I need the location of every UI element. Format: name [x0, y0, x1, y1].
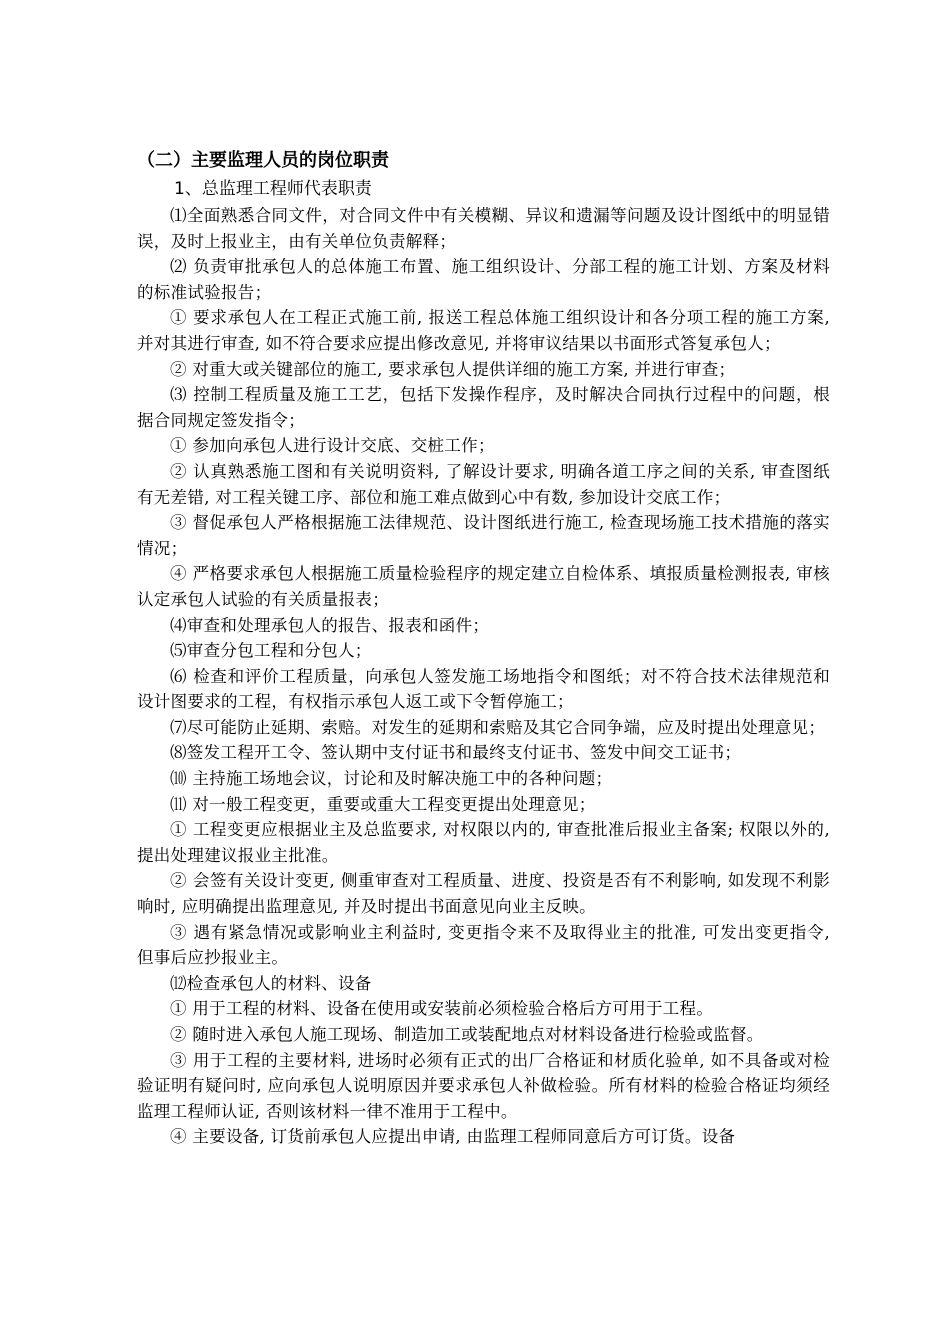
paragraph: ① 参加向承包人进行设计交底、交桩工作；	[170, 436, 495, 456]
paragraph: ② 对重大或关键部位的施工, 要求承包人提供详细的施工方案, 并进行审查；	[170, 359, 736, 379]
paragraph: ③ 用于工程的主要材料, 进场时必须有正式的出厂合格证和材质化验单, 如不具备或对检验证明有疑问时, 应向承包人说明原因并要求承包人补做检验。所有材料的检验合格证均须经监理工程师认证, 否则该材料一律不准用于工程中。	[137, 1050, 830, 1121]
paragraph: ⑹ 检查和评价工程质量，向承包人签发施工场地指令和图纸；对不符合技术法律规范和设计图要求的工程，有权指示承包人返工或下令暂停施工；	[137, 666, 830, 712]
subsection-title: 1、总监理工程师代表职责	[174, 179, 372, 199]
paragraph: ⑽ 主持施工场地会议，讨论和及时解决施工中的各种问题；	[170, 769, 613, 789]
paragraph: ③ 督促承包人严格根据施工法律规范、设计图纸进行施工, 检查现场施工技术措施的落实情况；	[137, 513, 830, 558]
paragraph: ④ 严格要求承包人根据施工质量检验程序的规定建立自检体系、填报质量检测报表, 审核认定承包人试验的有关质量报表；	[137, 564, 830, 609]
paragraph: ⑴全面熟悉合同文件，对合同文件中有关模糊、异议和遗漏等问题及设计图纸中的明显错误，及时上报业主，由有关单位负责解释；	[137, 206, 830, 251]
paragraph: ① 要求承包人在工程正式施工前, 报送工程总体施工组织设计和各分项工程的施工方案, 并对其进行审查, 如不符合要求应提出修改意见, 并将审议结果以书面形式答复承包人；	[137, 308, 830, 353]
paragraph: ⑾ 对一般工程变更，重要或重大工程变更提出处理意见；	[170, 794, 596, 814]
paragraph: ⑷审查和处理承包人的报告、报表和函件；	[170, 615, 490, 635]
paragraph: ⑻签发工程开工令、签认期中支付证书和最终支付证书、签发中间交工证书；	[170, 743, 742, 763]
paragraph: ③ 遇有紧急情况或影响业主利益时, 变更指令来不及取得业主的批准, 可发出变更指令, 但事后应抄报业主。	[137, 922, 830, 968]
paragraph: ⑿检查承包人的材料、设备	[170, 973, 372, 993]
body-text	[137, 203, 830, 1150]
paragraph: ⑶ 控制工程质量及施工工艺，包括下发操作程序，及时解决合同执行过程中的问题，根据合同规定签发指令；	[137, 385, 830, 430]
paragraph: ① 工程变更应根据业主及总监要求, 对权限以内的, 审查批准后报业主备案; 权限以外的, 提出处理建议报业主批准。	[137, 820, 830, 865]
paragraph: ② 随时进入承包人施工现场、制造加工或装配地点对材料设备进行检验或监督。	[170, 1025, 764, 1044]
paragraph: ⑺尽可能防止延期、索赔。对发生的延期和索赔及其它合同争端，应及时提出处理意见；	[170, 717, 826, 737]
paragraph: ⑵ 负责审批承包人的总体施工布置、施工组织设计、分部工程的施工计划、方案及材料的标准试验报告；	[137, 257, 830, 302]
section-title: （二）主要监理人员的岗位职责	[137, 150, 389, 171]
paragraph: ① 用于工程的材料、设备在使用或安装前必须检验合格后方可用于工程。	[170, 999, 714, 1019]
paragraph: ② 认真熟悉施工图和有关说明资料, 了解设计要求, 明确各道工序之间的关系, 审查图纸有无差错, 对工程关键工序、部位和施工难点做到心中有数, 参加设计交底工作；	[137, 461, 830, 507]
paragraph: ④ 主要设备, 订货前承包人应提出申请, 由监理工程师同意后方可订货。设备	[170, 1127, 736, 1147]
paragraph: ⑸审查分包工程和分包人；	[170, 641, 372, 661]
paragraph: ② 会签有关设计变更, 侧重审查对工程质量、进度、投资是否有不利影响, 如发现不利影响时, 应明确提出监理意见, 并及时提出书面意见向业主反映。	[137, 871, 830, 917]
